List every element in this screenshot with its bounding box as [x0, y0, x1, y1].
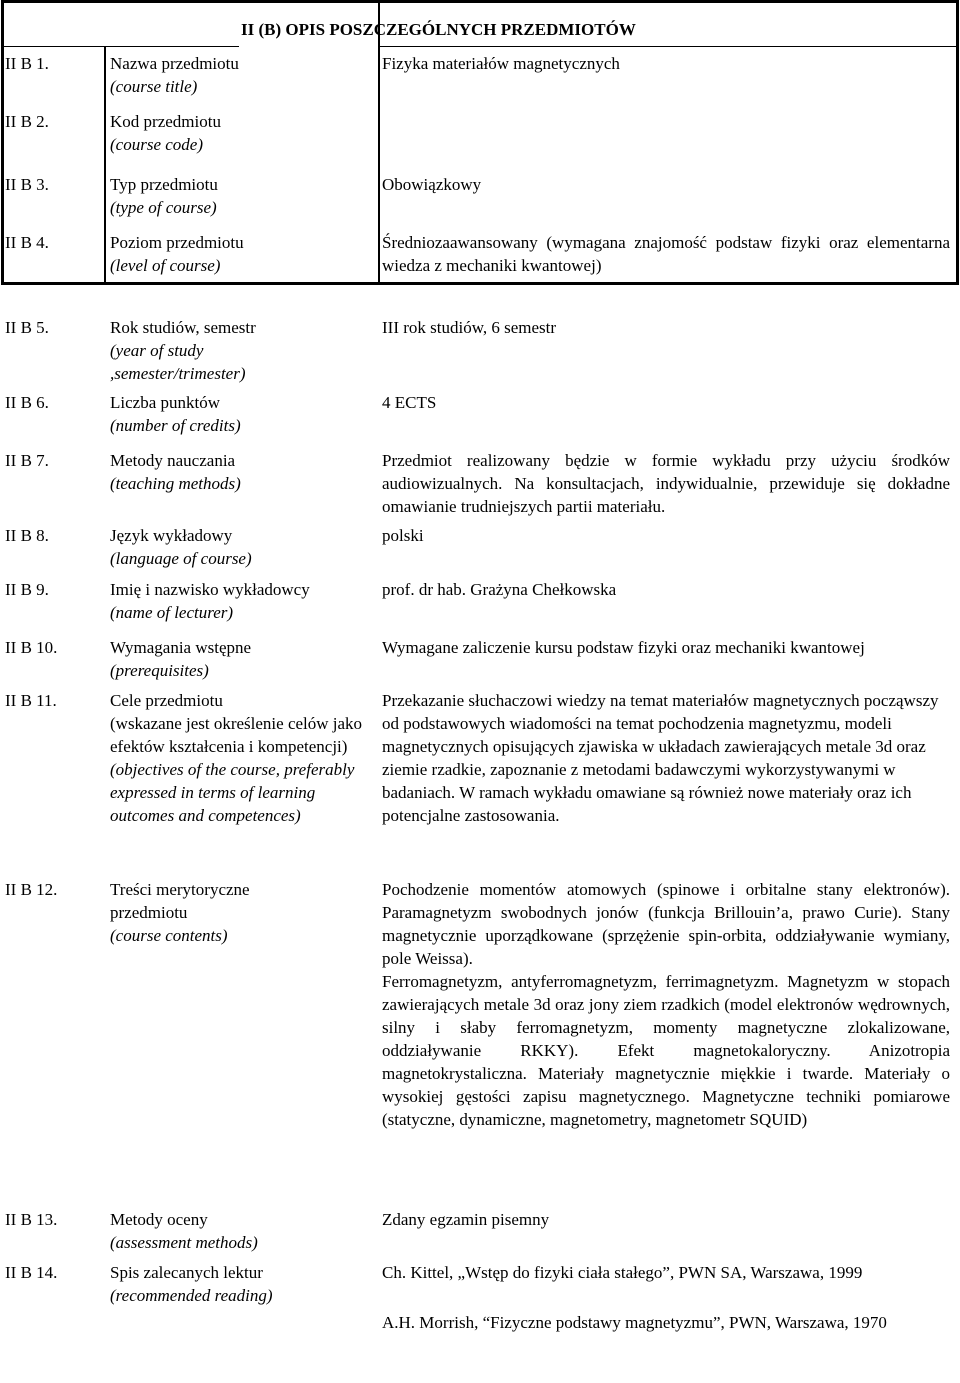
label-pl: Spis zalecanych lektur: [110, 1263, 263, 1282]
label-pl: Wymagania wstępne: [110, 638, 252, 657]
row-label: [110, 52, 378, 98]
label-pl: Kod przedmiotu: [110, 112, 221, 131]
label-pl: Treści merytoryczne przedmiotu: [110, 880, 250, 922]
label-pl: Typ przedmiotu: [110, 175, 218, 194]
label-en: (teaching methods): [110, 474, 241, 493]
border-bottom: [1, 282, 959, 285]
row-number: II B 6.: [5, 393, 49, 412]
row-value: III rok studiów, 6 semestr: [382, 318, 557, 337]
row-value: Przedmiot realizowany będzie w formie wykładu przy użyciu środków audiowizualnych. Na konsultacjach, indywidualnie, przewiduje się dokładne omawianie trudniejszych partii materiału.: [382, 451, 950, 516]
row-number: II B 1.: [5, 54, 49, 73]
row-label: [110, 689, 378, 827]
row-value: [382, 878, 950, 1131]
row-number: II B 10.: [5, 638, 58, 657]
row-number: II B 8.: [5, 526, 49, 545]
label-en: (year of study ,semester/trimester): [110, 341, 246, 383]
reading-item-1: Ch. Kittel, „Wstęp do fizyki ciała stałego”, PWN SA, Warszawa, 1999: [382, 1263, 863, 1282]
row-value: Średniozaawansowany (wymagana znajomość podstaw fizyki oraz elementarna wiedza z mechaniki kwantowej): [382, 233, 950, 275]
row-label: [110, 1208, 378, 1254]
label-en: (language of course): [110, 549, 252, 568]
label-en: (recommended reading): [110, 1286, 273, 1305]
label-pl: Nazwa przedmiotu: [110, 54, 239, 73]
header-divider-left: [4, 46, 239, 47]
label-en: (name of lecturer): [110, 603, 234, 622]
row-label: [110, 110, 378, 156]
row-label: [110, 878, 320, 947]
row-value: Fizyka materiałów magnetycznych: [382, 54, 620, 73]
label-pl: Język wykładowy: [110, 526, 233, 545]
label-en: (course contents): [110, 926, 228, 945]
row-label: [110, 173, 378, 219]
row-label: [110, 578, 378, 624]
row-number: II B 7.: [5, 451, 49, 470]
row-label: [110, 391, 378, 437]
row-value: Obowiązkowy: [382, 175, 482, 194]
row-label: [110, 316, 340, 385]
label-pl: Imię i nazwisko wykładowcy: [110, 580, 310, 599]
row-number: II B 12.: [5, 880, 58, 899]
row-number: II B 5.: [5, 318, 49, 337]
label-en: (course title): [110, 77, 198, 96]
label-pl-extra: (wskazane jest określenie celów jako efektów kształcenia i kompetencji): [110, 714, 363, 756]
label-en: (objectives of the course, preferably expressed in terms of learning outcomes and competences): [110, 760, 355, 825]
header-divider: [378, 46, 956, 47]
border-left: [1, 0, 4, 282]
row-label: [110, 524, 378, 570]
label-pl: Cele przedmiotu: [110, 691, 223, 710]
label-pl: Poziom przedmiotu: [110, 233, 244, 252]
row-label: [110, 1261, 378, 1307]
label-en: (prerequisites): [110, 661, 209, 680]
reading-item-2: A.H. Morrish, “Fizyczne podstawy magnetyzmu”, PWN, Warszawa, 1970: [382, 1313, 887, 1332]
row-number: II B 13.: [5, 1210, 58, 1229]
col-divider-2: [378, 3, 380, 282]
label-en: (type of course): [110, 198, 217, 217]
label-pl: Rok studiów, semestr: [110, 318, 256, 337]
row-value: prof. dr hab. Grażyna Chełkowska: [382, 580, 617, 599]
contents-paragraph-1: Pochodzenie momentów atomowych (spinowe i orbitalne stany elektronów). Paramagnetyzm swobodnych jonów (funkcja Brillouin’a, prawo Curie). Stany magnetycznie uporządkowane (sprzężenie spin-orbita, oddziaływanie wymiany, pole Weissa).: [382, 880, 950, 968]
contents-paragraph-2: Ferromagnetyzm, antyferromagnetyzm, ferrimagnetyzm. Magnetyzm w stopach zawierających metale 3d oraz jony ziem rzadkich (model elektronów wędrownych, silny i słaby ferromagnetyzm, momenty magnetyczne zlokalizowane, oddziaływanie RKKY). Efekt magnetokaloryczny. Anizotropia magnetokrystaliczna. Materiały magnetycznie miękkie i twarde. Materiały o wysokiej gęstości zapisu magnetycznego. Magnetyczne techniki pomiarowe (statyczne, dynamiczne, magnetometry, magnetometr SQUID): [382, 972, 950, 1129]
border-top: [1, 0, 959, 3]
label-pl: Metody oceny: [110, 1210, 208, 1229]
row-value: polski: [382, 526, 424, 545]
row-value: 4 ECTS: [382, 393, 437, 412]
row-number: II B 2.: [5, 112, 49, 131]
label-en: (course code): [110, 135, 203, 154]
border-right: [956, 0, 959, 282]
label-pl: Metody nauczania: [110, 451, 236, 470]
row-number: II B 14.: [5, 1263, 58, 1282]
row-number: II B 3.: [5, 175, 49, 194]
label-en: (number of credits): [110, 416, 241, 435]
row-number: II B 11.: [5, 691, 57, 710]
row-number: II B 4.: [5, 233, 49, 252]
label-en: (assessment methods): [110, 1233, 258, 1252]
col-divider-1: [104, 46, 106, 282]
label-en: (level of course): [110, 256, 221, 275]
row-value: Wymagane zaliczenie kursu podstaw fizyki oraz mechaniki kwantowej: [382, 638, 865, 657]
row-label: [110, 449, 378, 495]
row-value: [382, 1261, 950, 1334]
row-number: II B 9.: [5, 580, 49, 599]
label-pl: Liczba punktów: [110, 393, 220, 412]
row-label: [110, 636, 378, 682]
row-value: Przekazanie słuchaczowi wiedzy na temat materiałów magnetycznych począwszy od podstawowych wiadomości na temat pochodzenia magnetyzmu, modeli magnetycznych opisujących zjawiska w układach zawierających metale 3d oraz ziemie rzadkie, zapoznanie z metodami badawczymi wykorzystywanymi w badaniach. W ramach wykładu omawiane są również nowe materiały oraz ich potencjalne zastosowania.: [382, 691, 939, 825]
row-value: Zdany egzamin pisemny: [382, 1210, 550, 1229]
section-header: II (B) OPIS POSZCZEGÓLNYCH PRZEDMIOTÓW: [241, 20, 636, 39]
row-label: [110, 231, 378, 277]
